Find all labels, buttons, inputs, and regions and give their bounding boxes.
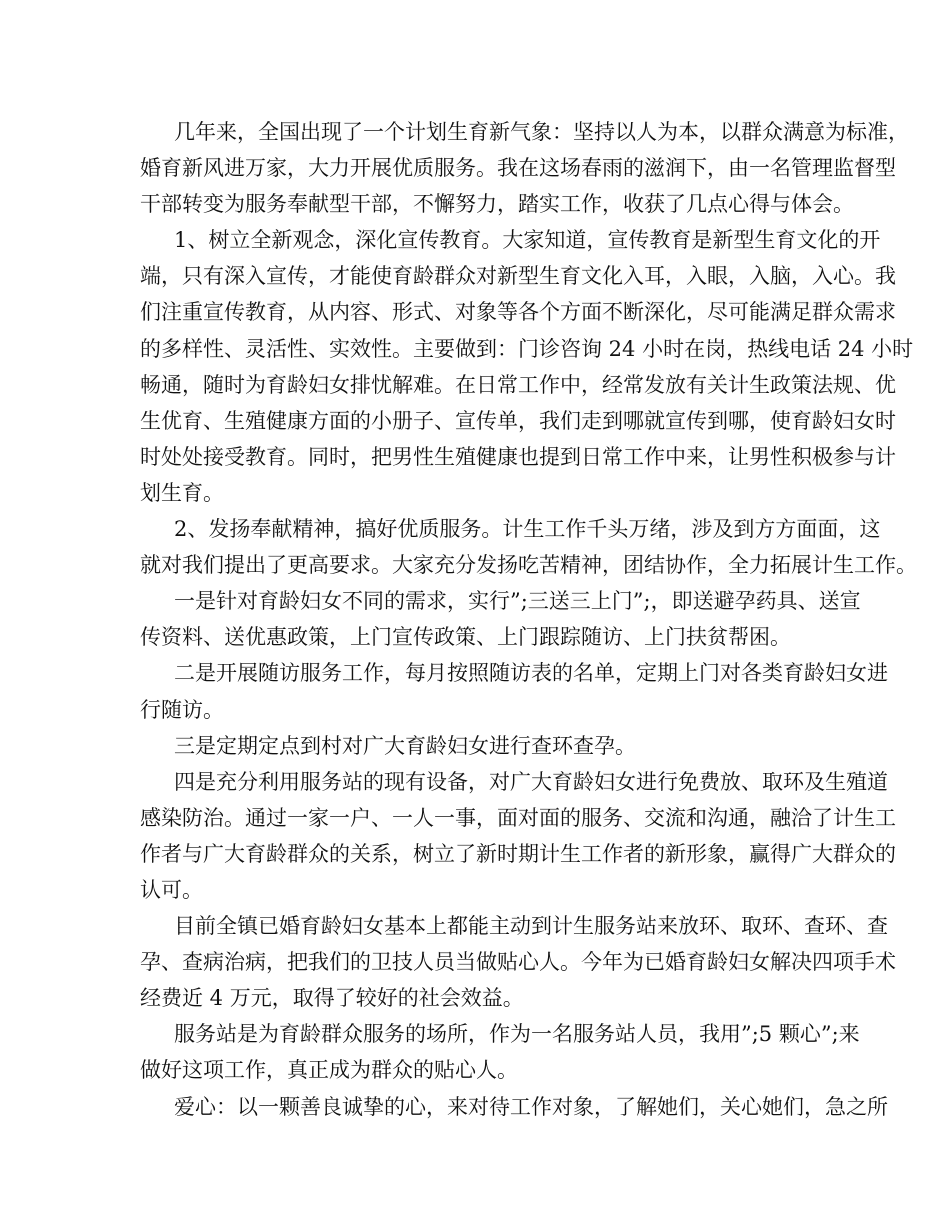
paragraph-line: 传资料、送优惠政策，上门宣传政策、上门跟踪随访、上门扶贫帮困。: [140, 625, 791, 650]
paragraph-line: 经费近 4 万元，取得了较好的社会效益。: [140, 986, 524, 1011]
paragraph-line: 畅通，随时为育龄妇女排忧解难。在日常工作中，经常发放有关计生政策法规、优: [140, 372, 896, 397]
paragraph-line: 作者与广大育龄群众的关系，树立了新时期计生工作者的新形象，赢得广大群众的: [140, 841, 896, 866]
paragraph-line: 感染防治。通过一家一户、一人一事，面对面的服务、交流和沟通，融洽了计生工: [140, 805, 896, 830]
paragraph-line: 服务站是为育龄群众服务的场所，作为一名服务站人员，我用”;5 颗心”;来: [174, 1022, 860, 1047]
paragraph-line: 们注重宣传教育，从内容、形式、对象等各个方面不断深化，尽可能满足群众需求: [140, 300, 896, 325]
paragraph-line: 的多样性、灵活性、实效性。主要做到：门诊咨询 24 小时在岗，热线电话 24 小时: [140, 336, 914, 361]
paragraph-line: 二是开展随访服务工作，每月按照随访表的名单，定期上门对各类育龄妇女进: [174, 661, 888, 686]
paragraph-line: 2、发扬奉献精神，搞好优质服务。计生工作千头万绪，涉及到方方面面，这: [174, 517, 881, 542]
paragraph-line: 做好这项工作，真正成为群众的贴心人。: [140, 1058, 518, 1083]
paragraph-line: 几年来，全国出现了一个计划生育新气象：坚持以人为本，以群众满意为标准，: [174, 120, 909, 144]
paragraph-line: 孕、查病治病，把我们的卫技人员当做贴心人。今年为已婚育龄妇女解决四项手术: [140, 950, 896, 975]
paragraph-line: 四是充分利用服务站的现有设备，对广大育龄妇女进行免费放、取环及生殖道: [174, 769, 888, 794]
paragraph-line: 划生育。: [140, 480, 224, 505]
paragraph-line: 婚育新风进万家，大力开展优质服务。我在这场春雨的滋润下，由一名管理监督型: [140, 156, 896, 181]
paragraph-line: 行随访。: [140, 697, 224, 722]
paragraph-line: 生优育、生殖健康方面的小册子、宣传单，我们走到哪就宣传到哪，使育龄妇女时: [140, 408, 896, 433]
paragraph-line: 1、树立全新观念，深化宣传教育。大家知道，宣传教育是新型生育文化的开: [174, 228, 881, 253]
paragraph-line: 认可。: [140, 877, 203, 902]
paragraph-line: 一是针对育龄妇女不同的需求，实行”;三送三上门”;，即送避孕药具、送宣: [174, 589, 861, 614]
document-body: [140, 114, 917, 1125]
paragraph-line: 目前全镇已婚育龄妇女基本上都能主动到计生服务站来放环、取环、查环、查: [174, 914, 888, 939]
paragraph-line: 三是定期定点到村对广大育龄妇女进行查环查孕。: [174, 733, 636, 758]
paragraph-line: 干部转变为服务奉献型干部，不懈努力，踏实工作，收获了几点心得与体会。: [140, 192, 854, 217]
paragraph-line: 端，只有深入宣传，才能使育龄群众对新型生育文化入耳，入眼，入脑，入心。我: [140, 264, 896, 289]
paragraph-line: 时处处接受教育。同时，把男性生殖健康也提到日常工作中来，让男性积极参与计: [140, 444, 896, 469]
paragraph-line: 爱心：以一颗善良诚挚的心，来对待工作对象，了解她们，关心她们，急之所: [174, 1094, 888, 1119]
paragraph-line: 就对我们提出了更高要求。大家充分发扬吃苦精神，团结协作，全力拓展计生工作。: [140, 553, 917, 578]
